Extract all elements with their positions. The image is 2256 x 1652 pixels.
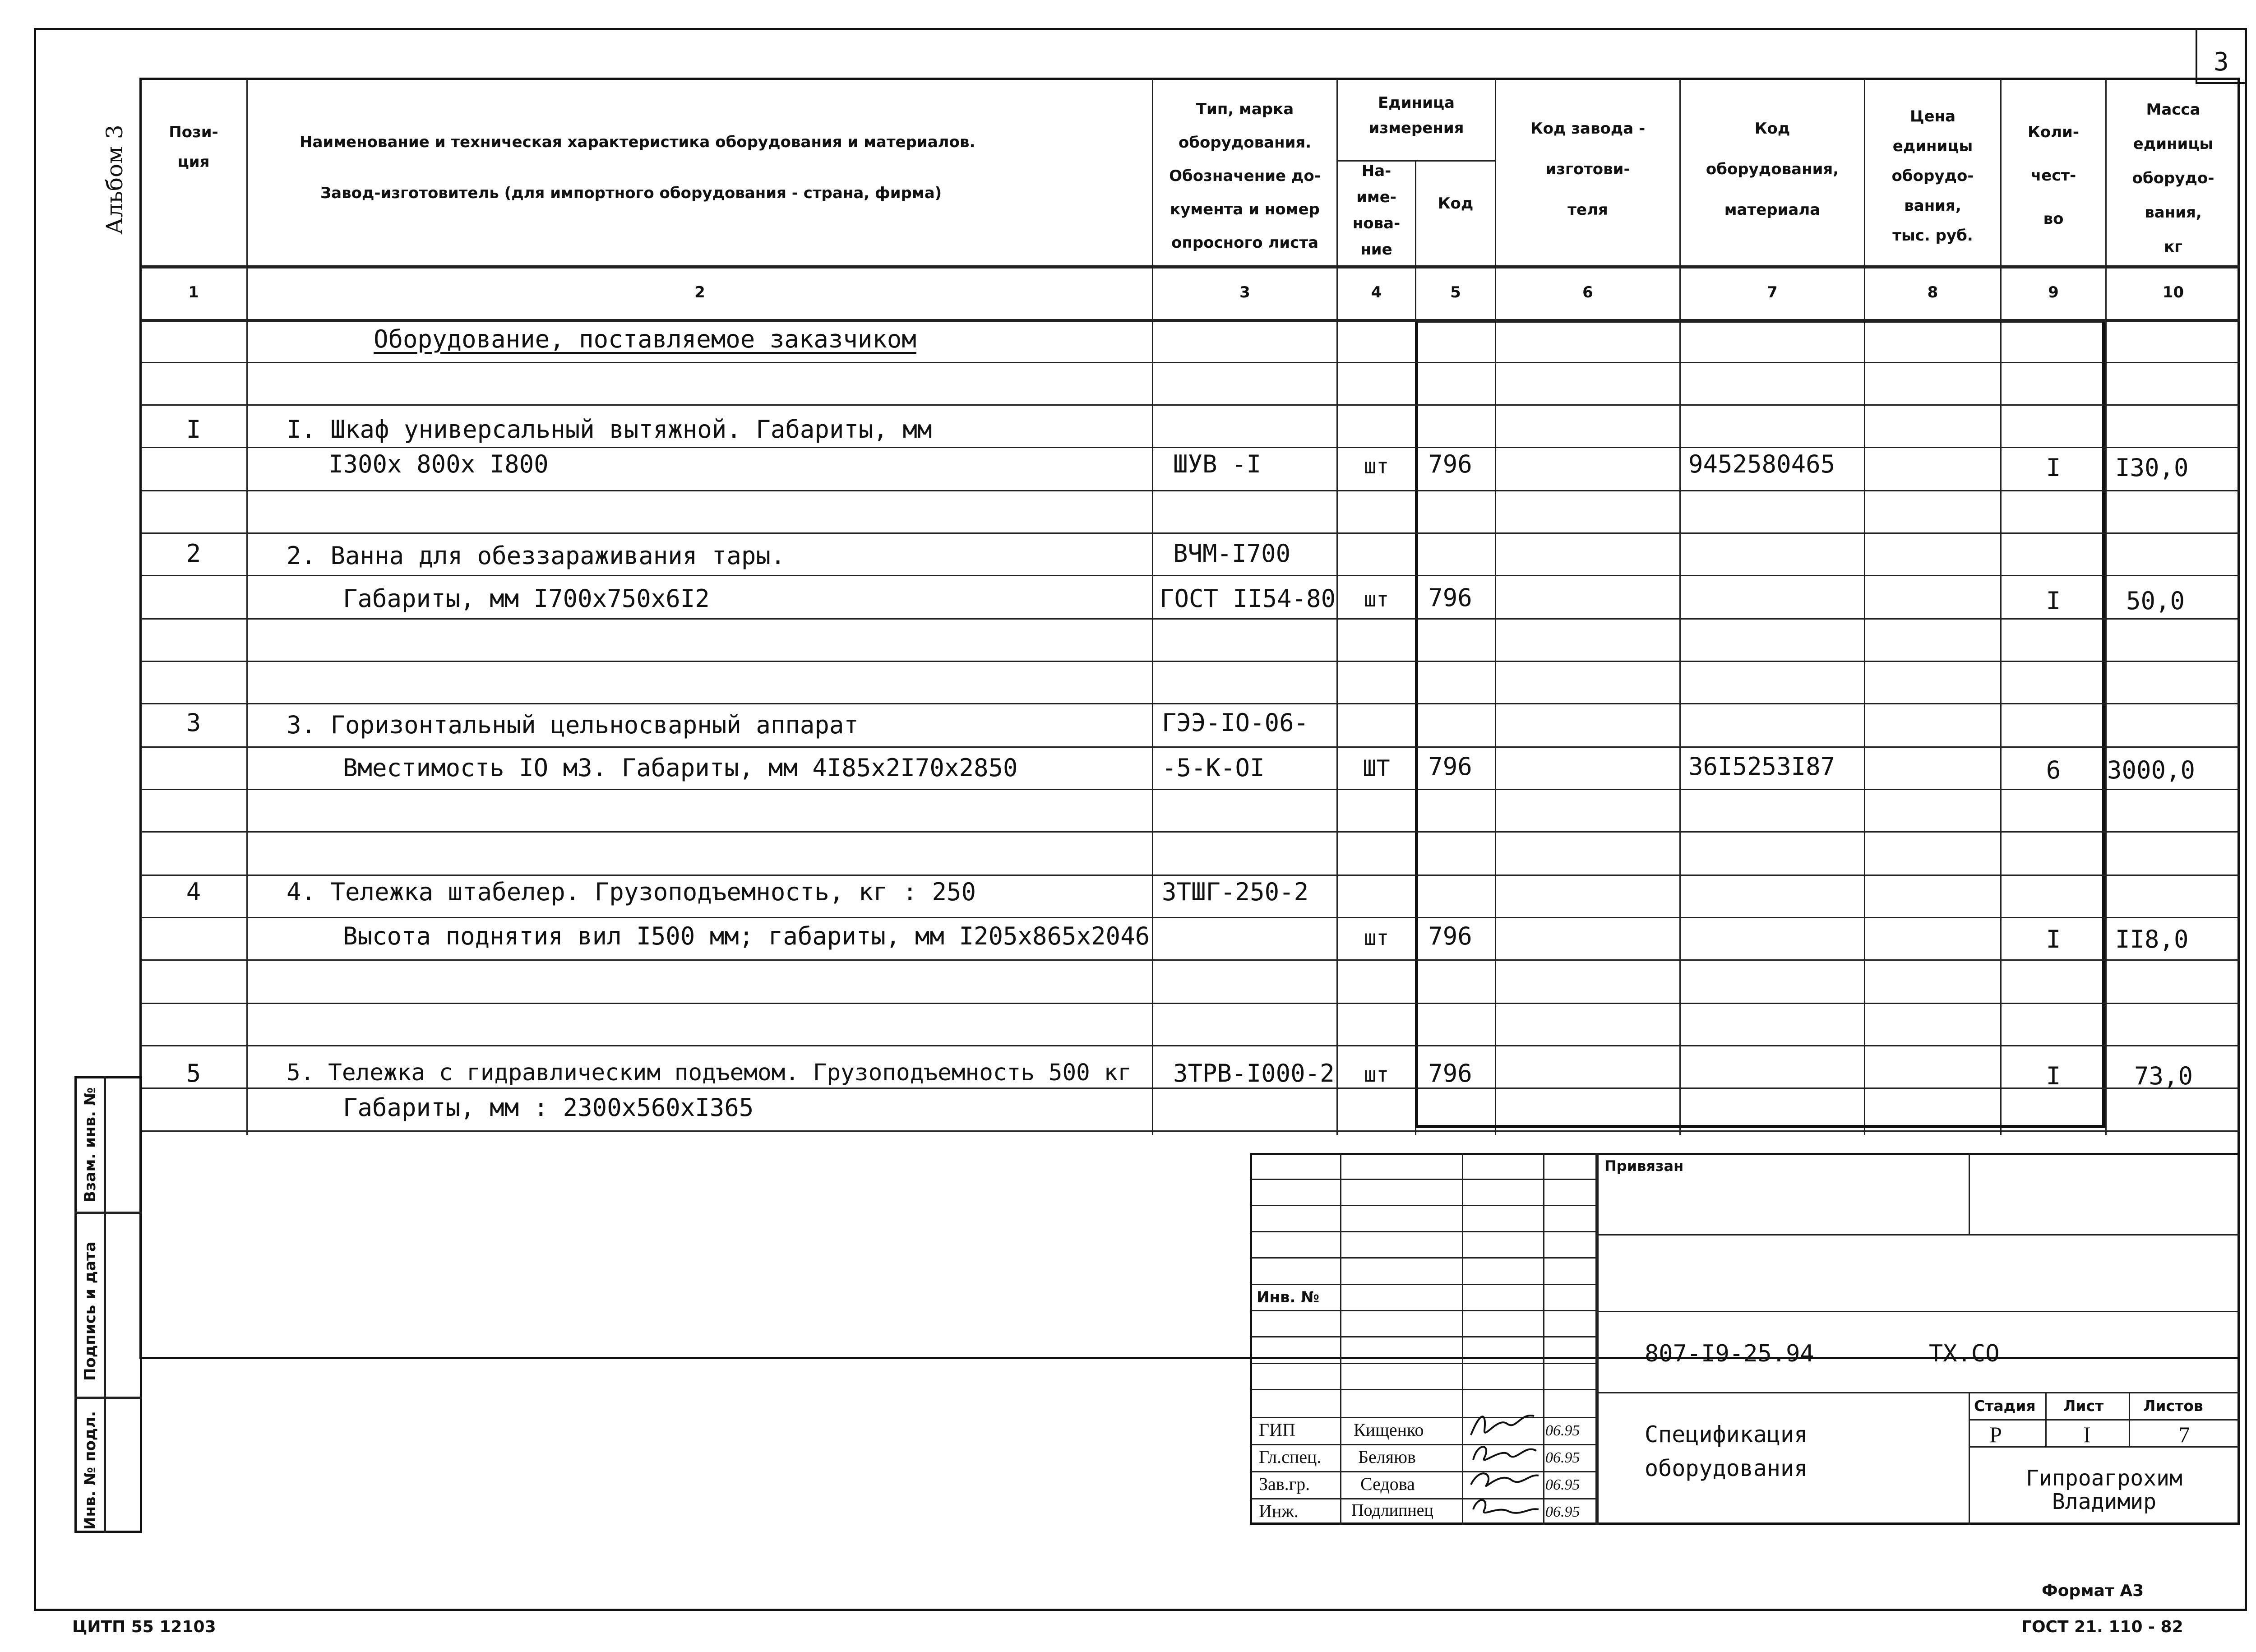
signer-name: Седова: [1360, 1474, 1415, 1494]
item-qty: I: [2046, 925, 2061, 953]
item-name-line1: I. Шкаф универсальный вытяжной. Габариты, мм: [287, 415, 932, 444]
item-unit-code: 796: [1428, 922, 1472, 950]
tb-row: [1597, 1392, 2240, 1393]
row-line: [141, 661, 2240, 662]
tb-row: [1251, 1205, 1597, 1206]
colnum-3: 3: [1239, 283, 1250, 301]
header-text: Пози-: [169, 123, 218, 141]
colnum-4: 4: [1371, 283, 1382, 301]
item-name-line1: 4. Тележка штабелер. Грузоподъемность, кг : 250: [287, 878, 976, 906]
item-type-line2: ШУВ -I: [1173, 450, 1262, 478]
item-equipment-code: 9452580465: [1688, 450, 1835, 478]
side-stamp-inv-podl: Инв. № подл.: [81, 1411, 99, 1530]
tb-sheet-label: Лист: [2063, 1397, 2104, 1415]
tb-row: [1251, 1284, 1597, 1285]
item-qty: I: [2046, 453, 2061, 482]
header-text: вания,: [2145, 204, 2202, 222]
tb-row: [1251, 1179, 1597, 1180]
header-col4: [1338, 158, 1415, 263]
header-col3: [1153, 93, 1336, 259]
tb-doc-code: 807-I9-25.94: [1645, 1340, 1814, 1367]
header-col2-line1: Наименование и техническая характеристика оборудования и материалов.: [300, 133, 975, 151]
row-line: [141, 789, 2240, 790]
header-col9: [2002, 111, 2105, 241]
tb-row: [1597, 1311, 2240, 1312]
row-line: [141, 532, 2240, 534]
side-stamp-divider: [74, 1397, 142, 1399]
item-unit: ШТ: [1363, 755, 1390, 782]
item-unit-code: 796: [1428, 583, 1472, 612]
tb-sheets: 7: [2178, 1422, 2190, 1447]
item-mass: 3000,0: [2107, 756, 2196, 784]
row-line: [141, 447, 2240, 448]
item-type-line1: ЗТРВ-I000-2: [1173, 1059, 1335, 1087]
tb-org-2: Владимир: [2052, 1489, 2157, 1514]
header-col7: [1681, 108, 1864, 230]
header-col5: Код: [1438, 194, 1474, 213]
header-text: Цена: [1909, 107, 1956, 125]
signature-inzh: [1466, 1491, 1543, 1523]
section-title: Оборудование, поставляемое заказчиком: [374, 325, 916, 353]
colnum-6: 6: [1582, 283, 1593, 301]
item-name-line2: Габариты, мм I700х750х6I2: [343, 584, 710, 613]
thick-data-block: [1415, 319, 2105, 1128]
colnum-5: 5: [1450, 283, 1461, 301]
item-pos: 3: [186, 708, 201, 737]
item-qty: 6: [2046, 756, 2061, 784]
signer-date: 06.95: [1545, 1422, 1580, 1439]
item-name-line1: 2. Ванна для обеззараживания тары.: [287, 541, 786, 570]
row-line: [141, 362, 2240, 363]
header-bottom: [141, 265, 2240, 268]
colnum-7: 7: [1767, 283, 1778, 301]
tb-row: [1969, 1419, 2240, 1421]
tb-divider: [1543, 1153, 1544, 1525]
tb-divider: [1969, 1153, 1970, 1234]
sheet-corner-number: 3: [2214, 47, 2229, 77]
signer-role: Зав.гр.: [1259, 1474, 1310, 1494]
item-name-line2: Вместимость IO м3. Габариты, мм 4I85х2I70х2850: [343, 754, 1018, 782]
item-name-line1: 5. Тележка с гидравлическим подъемом. Грузоподъемность 500 кг: [287, 1060, 1132, 1086]
footer-gost: ГОСТ 21. 110 - 82: [2021, 1618, 2183, 1636]
tb-privyazan: Привязан: [1604, 1157, 1684, 1175]
item-mass: 50,0: [2126, 587, 2185, 615]
header-text: Коли-: [2028, 123, 2079, 141]
header-col8: [1865, 102, 2000, 250]
row-line: [141, 831, 2240, 833]
tb-inv-no: Инв. №: [1257, 1288, 1320, 1306]
row-line: [141, 917, 2240, 918]
header-text: вания,: [1904, 197, 1961, 215]
item-unit-code: 796: [1428, 450, 1472, 478]
header-text: нова-: [1352, 214, 1401, 232]
header-text: ция: [177, 153, 210, 171]
signer-role: ГИП: [1259, 1420, 1295, 1440]
header-text: чест-: [2030, 167, 2076, 185]
header-col2-line2: Завод-изготовитель (для импортного оборудования - страна, фирма): [320, 184, 942, 202]
tb-divider: [1595, 1153, 1599, 1525]
colnum-8: 8: [1927, 283, 1938, 301]
colnum-9: 9: [2048, 283, 2059, 301]
tb-row: [1251, 1498, 1597, 1499]
header-col10: [2107, 93, 2240, 264]
header-text: име-: [1356, 188, 1396, 206]
item-equipment-code: 36I5253I87: [1688, 752, 1835, 781]
item-mass: II8,0: [2115, 925, 2189, 953]
item-name-line1: 3. Горизонтальный цельносварный аппарат: [287, 711, 859, 739]
row-line: [141, 404, 2240, 406]
item-name-line2: Высота поднятия вил I500 мм; габариты, мм I205х865х2046: [343, 922, 1150, 950]
item-pos: 2: [186, 539, 201, 568]
item-unit: шт: [1364, 925, 1389, 950]
row-line: [141, 1087, 2240, 1089]
signer-name: Подлипнец: [1351, 1501, 1433, 1520]
tb-row: [1251, 1389, 1597, 1390]
item-type-line1: ГЭЭ-IO-06-: [1162, 708, 1309, 737]
header-text: ние: [1360, 241, 1392, 259]
album-label: Альбом 3: [102, 125, 128, 235]
header-col45-title: [1338, 90, 1495, 141]
side-stamp-podpis: Подпись и дата: [81, 1241, 99, 1381]
header-text: материала: [1724, 201, 1821, 219]
item-unit: шт: [1364, 1062, 1389, 1087]
header-text: кумента и номер: [1170, 200, 1320, 218]
tb-row: [1251, 1444, 1597, 1445]
item-unit-code: 796: [1428, 1059, 1472, 1087]
side-stamp-divider: [104, 1076, 106, 1533]
item-type-line2: ГОСТ II54-80: [1160, 584, 1336, 613]
header-text: Код завода -: [1530, 120, 1646, 138]
signer-name: Беляюв: [1358, 1447, 1416, 1467]
header-text: во: [2043, 210, 2064, 228]
header-text: изготови-: [1545, 160, 1630, 178]
colnum-2: 2: [694, 283, 705, 301]
tb-row: [1251, 1417, 1597, 1418]
header-text: оборудования.: [1178, 134, 1312, 152]
tb-divider: [1462, 1153, 1463, 1525]
side-stamp-divider: [74, 1212, 142, 1214]
header-text: оборудования,: [1706, 160, 1839, 178]
tb-stage: Р: [1989, 1422, 2002, 1447]
side-stamp-vzam: Взам. инв. №: [81, 1087, 99, 1203]
row-line: [141, 959, 2240, 961]
tb-row: [1251, 1257, 1597, 1259]
tb-sheet: I: [2083, 1422, 2091, 1447]
header-text: кг: [2164, 238, 2182, 256]
item-name-line2: Габариты, мм : 2300х560хI365: [343, 1093, 754, 1122]
tb-row: [1251, 1471, 1597, 1472]
row-line: [141, 1045, 2240, 1046]
footer-format: Формат А3: [2042, 1582, 2144, 1600]
signer-role: Гл.спец.: [1259, 1447, 1322, 1467]
item-name-line2: I300х 800х I800: [328, 450, 549, 478]
tb-stage-label: Стадия: [1974, 1397, 2036, 1415]
item-pos: 5: [186, 1059, 201, 1087]
row-line: [141, 1003, 2240, 1004]
header-text: На-: [1361, 162, 1392, 180]
tb-doc-title-2: оборудования: [1645, 1455, 1808, 1481]
header-text: Обозначение до-: [1169, 167, 1321, 185]
item-qty: I: [2046, 587, 2061, 615]
footer-left: ЦИТП 55 12103: [72, 1618, 216, 1636]
row-line: [141, 703, 2240, 704]
item-unit-code: 796: [1428, 752, 1472, 781]
row-line: [141, 490, 2240, 491]
header-text: Тип, марка: [1196, 100, 1294, 118]
tb-row: [1251, 1310, 1597, 1311]
tb-row: [1251, 1336, 1597, 1337]
header-text: единицы: [2133, 135, 2214, 153]
item-mass: I30,0: [2115, 453, 2189, 482]
header-col6: [1496, 108, 1679, 230]
row-line: [141, 618, 2240, 620]
row-line: [141, 746, 2240, 748]
header-text: единицы: [1892, 137, 1973, 155]
item-type-line1: ЗТШГ-250-2: [1162, 878, 1309, 906]
item-pos: I: [186, 415, 201, 444]
header-text: Код: [1754, 120, 1790, 138]
colnum-1: 1: [188, 283, 199, 301]
item-unit: шт: [1364, 587, 1389, 611]
tb-row: [1597, 1234, 2240, 1236]
row-line: [141, 875, 2240, 876]
colnum-bottom: [141, 319, 2240, 322]
item-type-line2: -5-К-OI: [1162, 754, 1265, 782]
signer-role: Инж.: [1259, 1501, 1299, 1521]
header-text: тыс. руб.: [1892, 227, 1973, 245]
item-type-line1: ВЧМ-I700: [1173, 539, 1291, 568]
signer-date: 06.95: [1545, 1476, 1580, 1493]
item-mass: 73,0: [2134, 1062, 2193, 1090]
row-line: [141, 575, 2240, 576]
item-qty: I: [2046, 1062, 2061, 1090]
signer-name: Кищенко: [1354, 1420, 1424, 1440]
header-text: измерения: [1368, 119, 1464, 137]
tb-row: [1251, 1363, 1597, 1364]
header-text: Масса: [2146, 101, 2201, 119]
tb-doc-suffix: ТХ.СО: [1929, 1340, 2000, 1367]
item-pos: 4: [186, 878, 201, 906]
tb-row: [1251, 1231, 1597, 1232]
header-text: оборудо-: [1891, 167, 1974, 185]
row-line: [141, 1130, 2240, 1132]
signer-date: 06.95: [1545, 1504, 1580, 1520]
header-col1: [141, 117, 246, 177]
col-divider: [246, 79, 248, 1135]
tb-sheets-label: Листов: [2143, 1397, 2203, 1415]
header-text: оборудо-: [2132, 169, 2214, 187]
header-text: Единица: [1378, 94, 1455, 112]
colnum-10: 10: [2162, 283, 2184, 301]
item-unit: шт: [1364, 454, 1389, 478]
tb-org-1: Гипроагрохим: [2026, 1466, 2182, 1491]
signer-date: 06.95: [1545, 1449, 1580, 1466]
header-text: теля: [1567, 201, 1608, 219]
tb-divider: [1340, 1153, 1341, 1525]
tb-doc-title-1: Спецификация: [1645, 1421, 1808, 1448]
header-text: опросного листа: [1171, 234, 1319, 252]
